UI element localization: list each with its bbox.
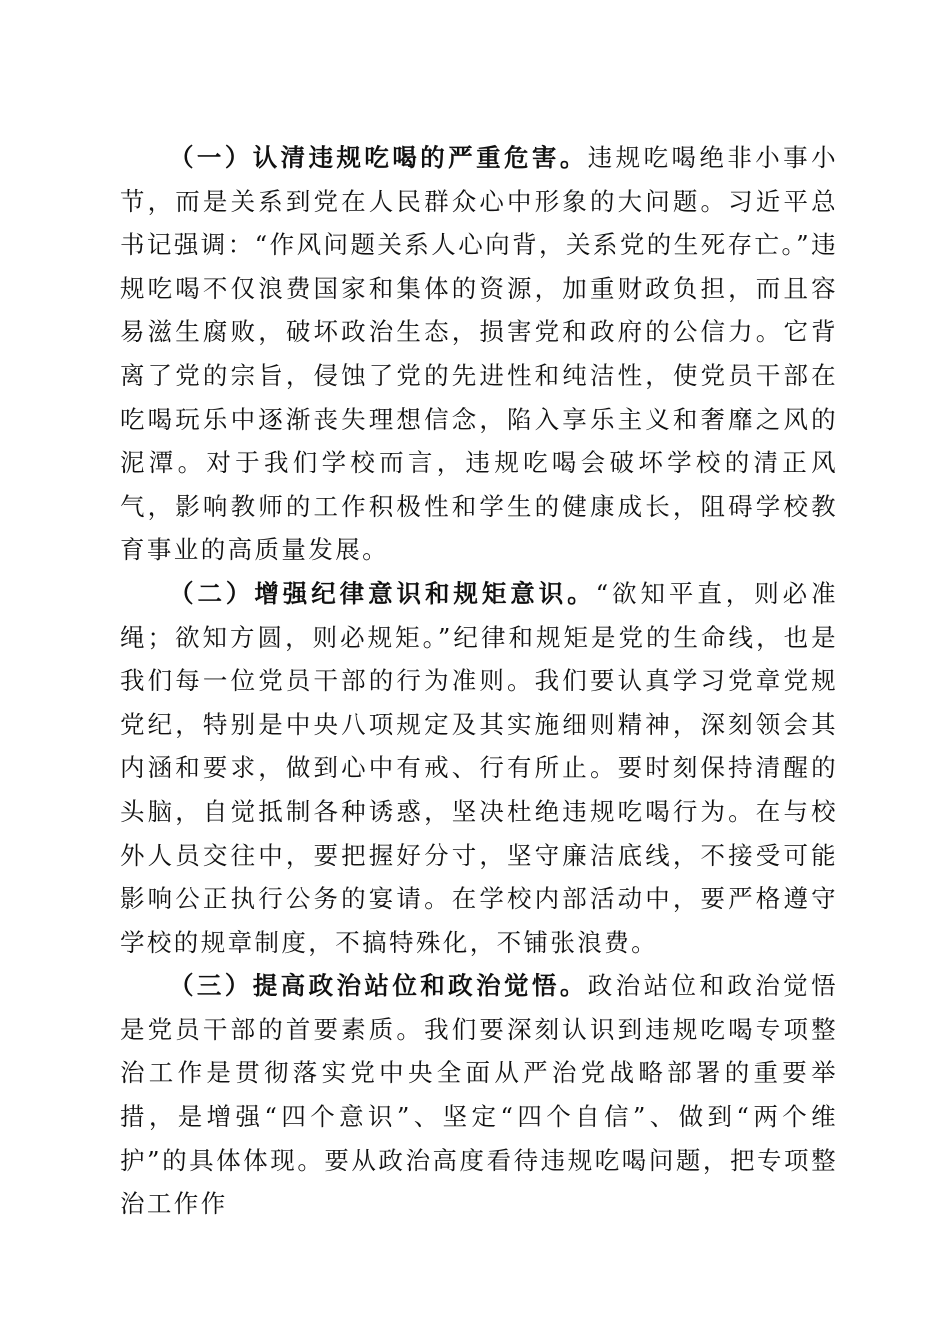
- paragraph-section-3: [120, 964, 838, 1226]
- paragraph-section-2: [120, 572, 838, 964]
- section-3-text: 政治站位和政治觉悟是党员干部的首要素质。我们要深刻认识到违规吃喝专项整治工作是贯彻落实党中央全面从严治党战略部署的重要举措，是增强“四个意识”、坚定“四个自信”、做到“两个维护”的具体体现。要从政治高度看待违规吃喝问题，把专项整治工作作: [120, 971, 839, 1219]
- section-2-text: “欲知平直，则必准绳；欲知方圆，则必规矩。”纪律和规矩是党的生命线，也是我们每一位党员干部的行为准则。我们要认真学习党章党规党纪，特别是中央八项规定及其实施细则精神，深刻领会其内涵和要求，做到心中有戒、行有所止。要时刻保持清醒的头脑，自觉抵制各种诱惑，坚决杜绝违规吃喝行为。在与校外人员交往中，要把握好分寸，坚守廉洁底线，不接受可能影响公正执行公务的宴请。在学校内部活动中，要严格遵守学校的规章制度，不搞特殊化，不铺张浪费。: [120, 578, 839, 957]
- paragraph-section-1: [120, 136, 838, 572]
- section-3-heading: （三）提高政治站位和政治觉悟。: [169, 971, 588, 1001]
- section-1-heading: （一）认清违规吃喝的严重危害。: [169, 143, 588, 172]
- document-body: [120, 136, 838, 1226]
- section-2-heading: （二）增强纪律意识和规矩意识。: [169, 578, 596, 608]
- section-1-text: 违规吃喝绝非小事小节，而是关系到党在人民群众心中形象的大问题。习近平总书记强调：“作风问题关系人心向背，关系党的生死存亡。”违规吃喝不仅浪费国家和集体的资源，加重财政负担，而且容易滋生腐败，破坏政治生态，损害党和政府的公信力。它背离了党的宗旨，侵蚀了党的先进性和纯洁性，使党员干部在吃喝玩乐中逐渐丧失理想信念，陷入享乐主义和奢靡之风的泥潭。对于我们学校而言，违规吃喝会破坏学校的清正风气，影响教师的工作积极性和学生的健康成长，阻碍学校教育事业的高质量发展。: [120, 143, 839, 565]
